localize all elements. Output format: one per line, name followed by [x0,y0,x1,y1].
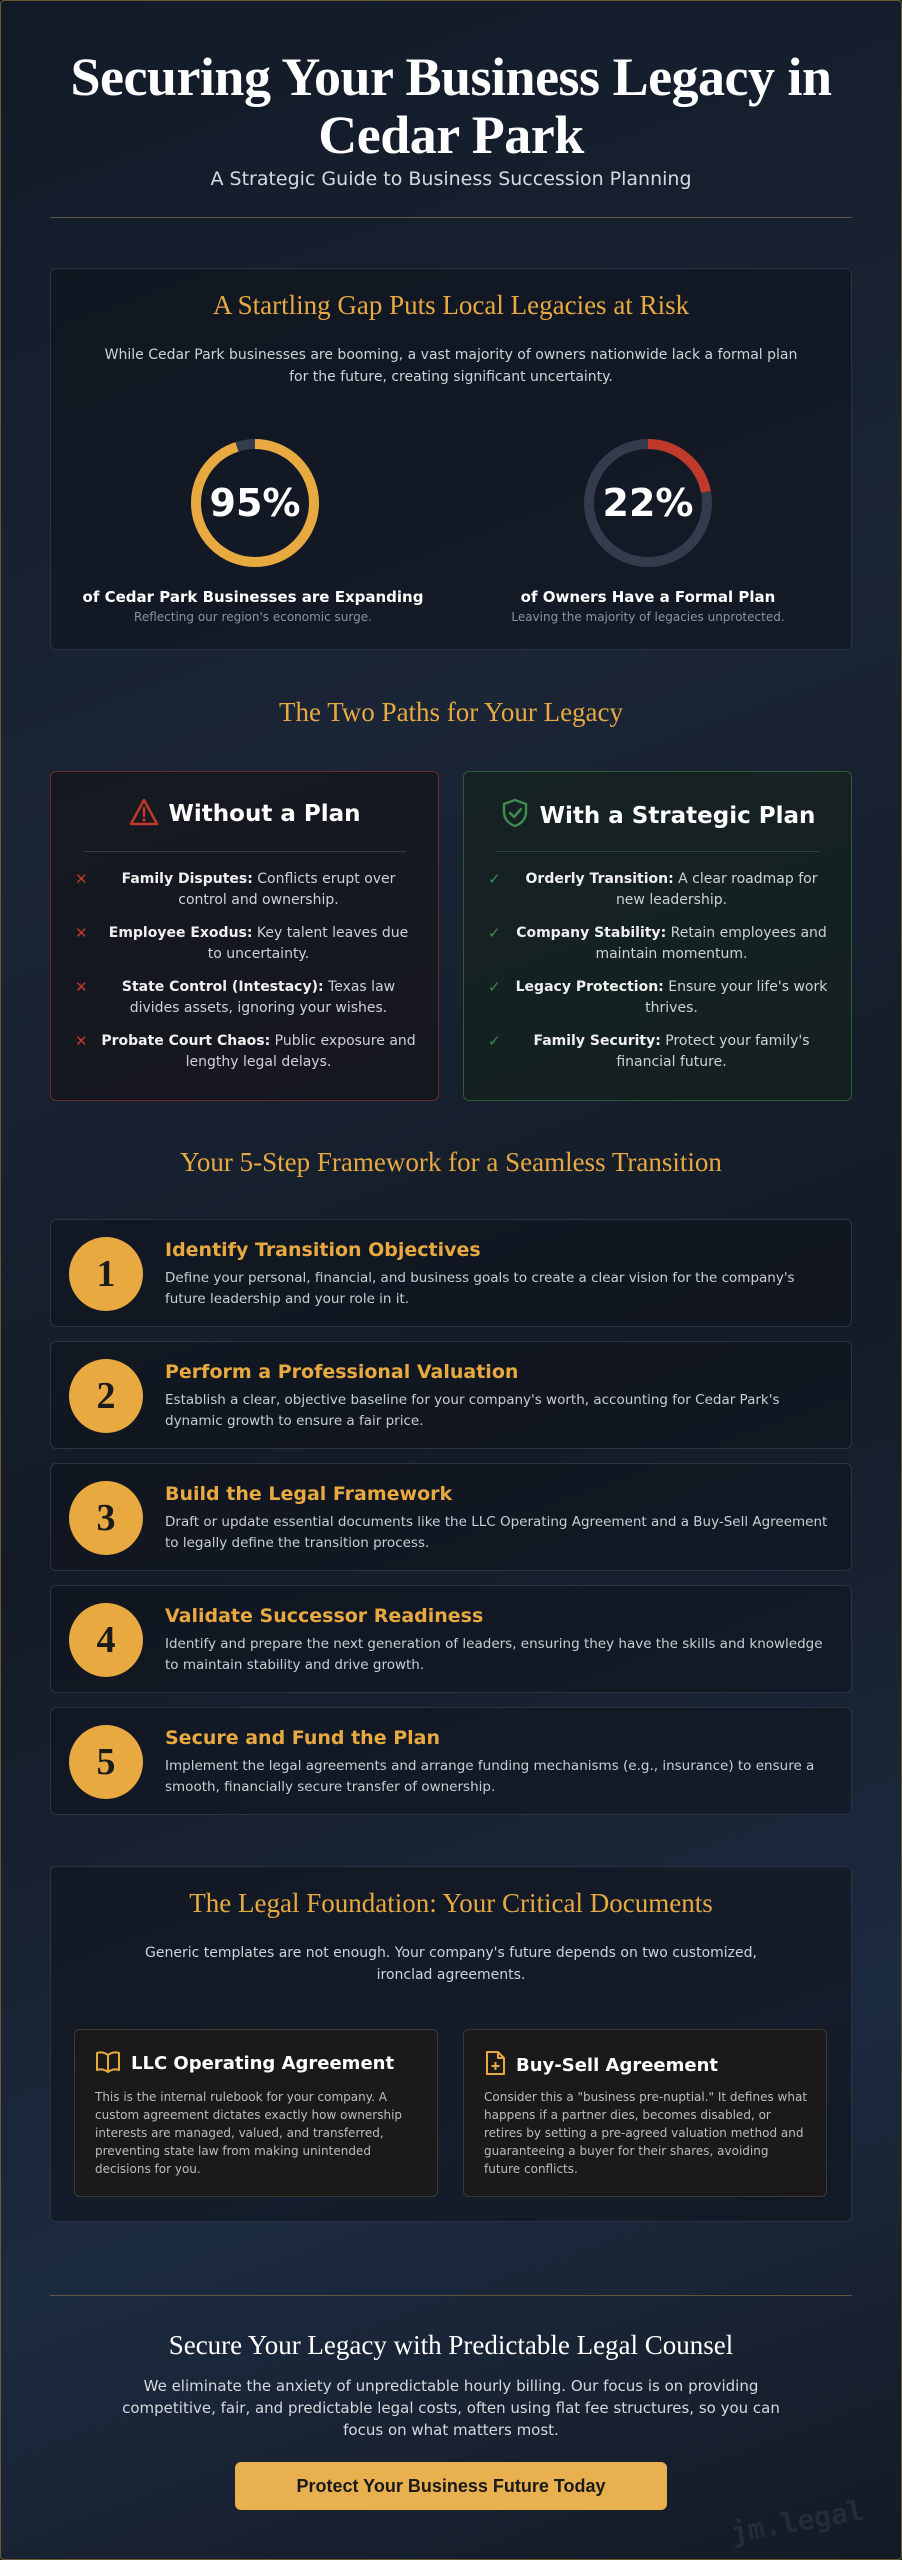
footer-divider [50,2295,852,2296]
item-text: Public exposure and lengthy legal delays. [185,1033,416,1070]
protect-business-button[interactable]: Protect Your Business Future Today [235,2462,667,2510]
stat-label: of Owners Have a Formal Plan [520,588,776,606]
step-description: Establish a clear, objective baseline for your company's worth, accounting for Cedar Park's dynamic growth to ensure a fair price. [165,1392,780,1429]
doc-title [95,2050,394,2074]
with-plan-heading-text: With a Strategic Plan [539,803,816,829]
stat-value: 22% [602,481,694,525]
item-text: Ensure your life's work thrives. [645,979,828,1016]
item-bold: Employee Exodus: [108,925,253,941]
item-bold: Family Security: [533,1033,661,1049]
step-title: Perform a Professional Valuation [165,1361,519,1383]
cross-icon: ✕ [75,1032,88,1050]
with-plan-heading [464,798,851,829]
item-bold: Orderly Transition: [525,871,674,887]
doc-body: Consider this a "business pre-nuptial." It defines what happens if a partner dies, becomes disabled, or retires by setting a pre-agreed valuation method and guaranteeing a buyer for their shares, avoiding future conflicts. [484,2090,808,2176]
stat-label: of Cedar Park Businesses are Expanding [82,588,424,606]
step-title: Build the Legal Framework [165,1483,453,1505]
item-text: Key talent leaves due to uncertainty. [207,925,409,962]
item-text: Protect your family's financial future. [616,1033,810,1070]
paths-title: The Two Paths for Your Legacy [278,697,624,727]
doc-title-text: Buy-Sell Agreement [516,2055,719,2076]
step-number: 5 [69,1725,143,1799]
step-description: Implement the legal agreements and arrange funding mechanisms (e.g., insurance) to ensure a smooth, financially secure transfer of ownership. [165,1758,815,1795]
cta-title: Secure Your Legacy with Predictable Legal Counsel [168,2330,734,2360]
list-item [484,869,833,911]
step-card [50,1463,852,1571]
shield-check-icon [500,798,530,828]
step-number: 3 [69,1481,143,1555]
without-plan-card [50,771,439,1101]
stat-ring-expanding [185,433,325,573]
cross-icon: ✕ [75,870,88,888]
legal-title: The Legal Foundation: Your Critical Documents [189,1888,713,1918]
step-title: Validate Successor Readiness [165,1605,484,1627]
step-description: Define your personal, financial, and business goals to create a clear vision for the company's future leadership and your role in it. [165,1270,795,1307]
llc-agreement-card [74,2029,438,2197]
item-text: A clear roadmap for new leadership. [615,871,818,908]
item-text: Retain employees and maintain momentum. [595,925,827,962]
step-title: Secure and Fund the Plan [165,1727,440,1749]
cross-icon: ✕ [75,978,88,996]
gap-text: While Cedar Park businesses are booming, a vast majority of owners nationwide lack a formal plan for the future, creating significant uncertainty. [104,347,798,385]
step-number: 1 [69,1237,143,1311]
doc-body: This is the internal rulebook for your company. A custom agreement dictates exactly how ownership interests are managed, valued, and transferred, preventing state law from making unintended decisions for you. [95,2090,403,2176]
item-bold: State Control (Intestacy): [121,979,324,995]
without-plan-heading [51,798,438,827]
document-icon [484,2050,506,2076]
stat-subtext: Reflecting our region's economic surge. [134,610,372,624]
list-item [71,977,420,1019]
check-icon: ✓ [488,978,501,996]
item-bold: Probate Court Chaos: [101,1033,271,1049]
doc-title-text: LLC Operating Agreement [131,2053,395,2074]
buy-sell-agreement-card [463,2029,827,2197]
header-divider [50,217,852,218]
step-card [50,1585,852,1693]
item-text: Texas law divides assets, ignoring your wishes. [129,979,396,1016]
book-icon [95,2050,121,2074]
framework-title: Your 5-Step Framework for a Seamless Transition [180,1147,722,1177]
list-item [71,923,420,965]
item-bold: Legacy Protection: [515,979,664,995]
list-item [484,977,833,1019]
list-item [484,1031,833,1073]
check-icon: ✓ [488,924,501,942]
stat-subtext: Leaving the majority of legacies unprotected. [511,610,785,624]
step-number: 2 [69,1359,143,1433]
cross-icon: ✕ [75,924,88,942]
step-description: Identify and prepare the next generation of leaders, ensuring they have the skills and knowledge to maintain stability and drive growth. [165,1636,823,1673]
check-icon: ✓ [488,870,501,888]
stat-ring-formal-plan [578,433,718,573]
with-plan-card [463,771,852,1101]
list-item [71,1031,420,1073]
gap-title: A Startling Gap Puts Local Legacies at Risk [212,290,690,320]
check-icon: ✓ [488,1032,501,1050]
cta-text: We eliminate the anxiety of unpredictable hourly billing. Our focus is on providing competitive, fair, and predictable legal costs, often using flat fee structures, so you can focus on what matters most. [122,2377,780,2439]
page-subtitle: A Strategic Guide to Business Succession Planning [210,168,692,190]
step-number: 4 [69,1603,143,1677]
list-item [71,869,420,911]
doc-title [484,2050,718,2076]
step-card [50,1707,852,1815]
step-title: Identify Transition Objectives [165,1239,481,1261]
step-card [50,1219,852,1327]
without-plan-heading-text: Without a Plan [168,801,361,827]
item-text: Conflicts erupt over control and ownership. [178,871,396,908]
legal-text: Generic templates are not enough. Your company's future depends on two customized, ironclad agreements. [145,1945,757,1983]
item-bold: Company Stability: [516,925,667,941]
list-item [484,923,833,965]
warning-icon [129,798,159,826]
divider [496,851,819,852]
step-card [50,1341,852,1449]
page-title: Securing Your Business Legacy in Cedar Park [70,47,832,165]
item-bold: Family Disputes: [121,871,253,887]
step-description: Draft or update essential documents like the LLC Operating Agreement and a Buy-Sell Agreement to legally define the transition process. [165,1514,828,1551]
divider [83,851,406,852]
watermark-logo: jm.legal [728,2493,867,2550]
stat-value: 95% [209,481,301,525]
